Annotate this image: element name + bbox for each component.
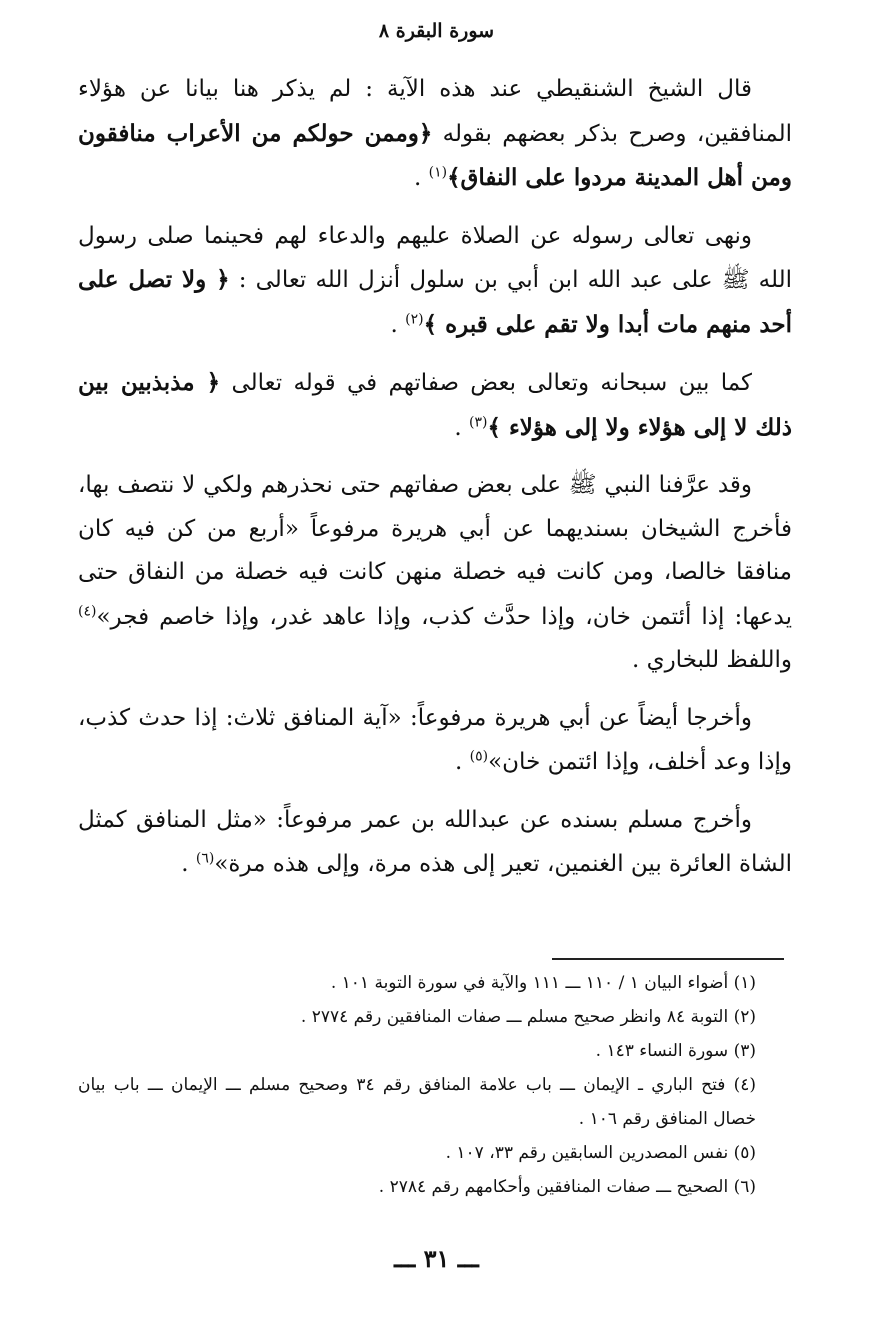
paragraph-text: قال الشيخ الشنقيطي عند هذه الآية : لم يذكر هنا بيانا عن هؤلاء المنافقين، وصرح بذكر بعضهم بقوله: [78, 76, 792, 147]
paragraph-text: ونهى تعالى رسوله عن الصلاة عليهم والدعاء لهم فحينما صلى رسول الله ﷺ على عبد الله ابن أبي بن سلول أنزل الله تعالى :: [78, 222, 792, 293]
paragraph-tail: .: [390, 311, 406, 338]
footnote-ref: (١): [428, 164, 448, 181]
paragraph: [78, 68, 792, 201]
page-header: سورة البقرة ٨: [378, 20, 495, 42]
footnote-ref: (٣): [469, 413, 488, 430]
paragraph: [78, 215, 792, 348]
footnote-ref: (٦): [195, 850, 215, 867]
footnote-divider: [552, 958, 784, 960]
footnote: (٢) التوبة ٨٤ وانظر صحيح مسلم ـــ صفات المنافقين رقم ٢٧٧٤ .: [300, 1007, 756, 1027]
footnote: (٣) سورة النساء ١٤٣ .: [595, 1041, 756, 1061]
footnote: (٤) فتح الباري ـ الإيمان ـــ باب علامة المنافق رقم ٣٤ وصحيح مسلم ـــ الإيمان ـــ باب بيان خصال المنافق رقم ١٠٦ .: [78, 1075, 757, 1129]
footnote-ref: (٥): [469, 748, 489, 765]
paragraph: [78, 697, 792, 785]
paragraph-tail: .: [413, 165, 429, 191]
footnotes: [78, 966, 790, 1204]
paragraph-text: وأخرجا أيضاً عن أبي هريرة مرفوعاً: «آية المنافق ثلاث: إذا حدث كذب، وإذا وعد أخلف، وإذا ائتمن خان»: [78, 704, 792, 775]
paragraph-tail: .: [455, 749, 470, 775]
page-number: ـــ ٣١ ـــ: [394, 1244, 479, 1273]
footnote-ref: (٤): [78, 602, 97, 619]
paragraph-text: وقد عرَّفنا النبي ﷺ على بعض صفاتهم حتى نحذرهم ولكي لا نتصف بها، فأخرج الشيخان بسنديهما عن أبي هريرة مرفوعاً «أربع من كن فيه كان منافقا خالصا، ومن كانت فيه خصلة منهن كانت فيه خصلة من النفاق حتى يدعها: إذا أئتمن خان، وإذا حدَّث كذب، وإذا عاهد غدر، وإذا خاصم فجر»: [78, 472, 792, 630]
quran-quote: ﴿ مذبذبين بين ذلك لا إلى هؤلاء ولا إلى هؤلاء ﴾: [78, 369, 792, 441]
footnote: (١) أضواء البيان ١ / ١١٠ ـــ ١١١ والآية في سورة التوبة ١٠١ .: [330, 973, 756, 993]
paragraph: [78, 799, 792, 887]
paragraph-text: كما بين سبحانه وتعالى بعض صفاتهم في قوله تعالى: [220, 370, 753, 396]
main-text: [78, 68, 792, 901]
quran-quote: ﴿ ولا تصل على أحد منهم مات أبدا ولا تقم على قبره ﴾: [78, 266, 792, 338]
paragraph-text: وأخرج مسلم بسنده عن عبدالله بن عمر مرفوعاً: «مثل المنافق كمثل الشاة العائرة بين الغنمين، تعير إلى هذه مرة، وإلى هذه مرة»: [78, 806, 792, 877]
paragraph: [78, 361, 792, 450]
footnote-ref: (٢): [405, 310, 424, 327]
footnote: (٥) نفس المصدرين السابقين رقم ٣٣، ١٠٧ .: [445, 1143, 756, 1163]
paragraph: [78, 464, 792, 683]
footnote: (٦) الصحيح ـــ صفات المنافقين وأحكامهم رقم ٢٧٨٤ .: [378, 1177, 756, 1197]
paragraph-tail: .: [454, 414, 469, 441]
quran-quote: ﴿وممن حولكم من الأعراب منافقون ومن أهل المدينة مردوا على النفاق﴾: [78, 119, 792, 191]
paragraph-tail: واللفظ للبخاري .: [631, 647, 792, 673]
paragraph-tail: .: [181, 851, 196, 877]
